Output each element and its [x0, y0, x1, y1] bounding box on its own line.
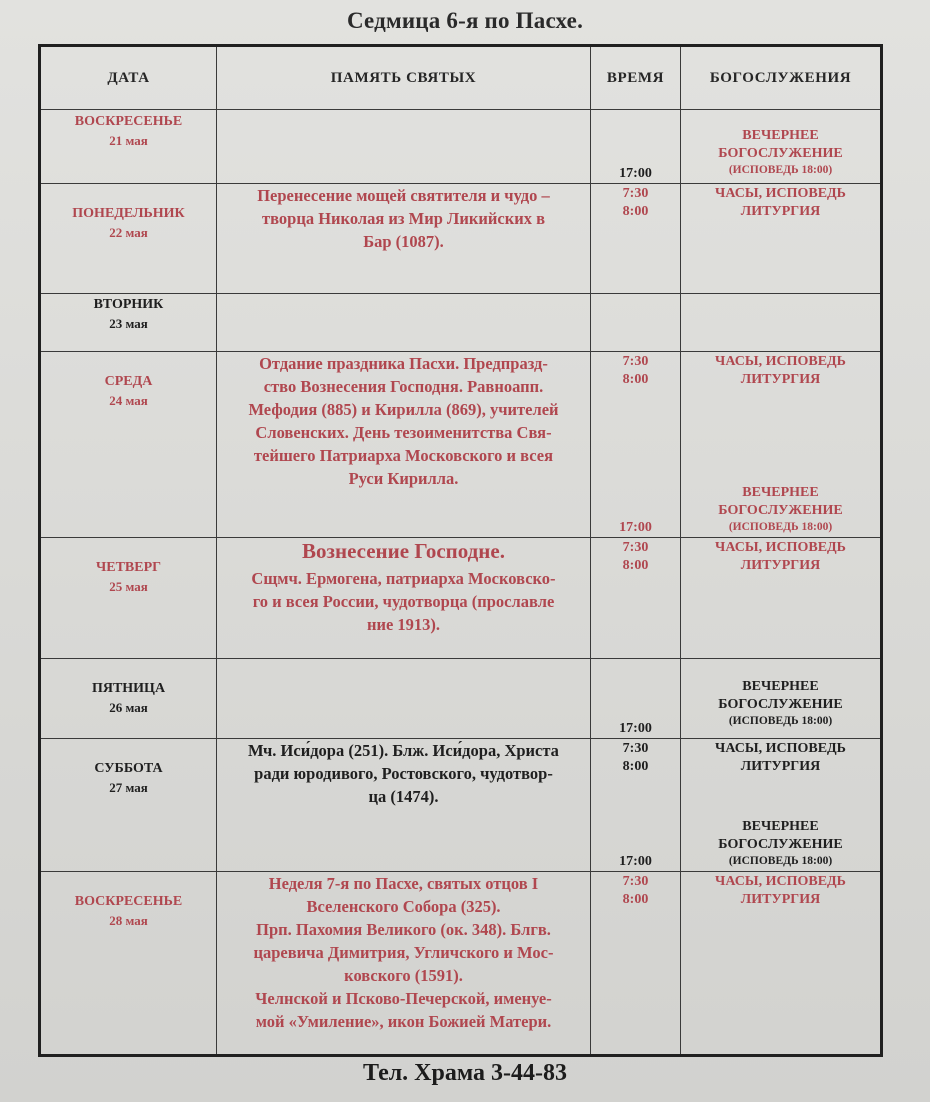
day-date: 24 мая — [109, 393, 148, 408]
service-cell — [681, 872, 882, 1056]
memory-cell — [217, 184, 591, 294]
header-time: ВРЕМЯ — [591, 46, 681, 110]
table-row — [40, 872, 882, 1056]
page-title: Седмица 6-я по Пасхе. — [346, 8, 584, 33]
service-cell — [681, 110, 882, 184]
header-service: БОГОСЛУЖЕНИЯ — [681, 46, 882, 110]
service-line: ВЕЧЕРНЕЕ — [742, 679, 819, 694]
table-row — [40, 352, 882, 538]
memory-line: го и всея России, чудотворца (прославле — [252, 592, 555, 611]
confession-note: (ИСПОВЕДЬ 18:00) — [728, 855, 833, 867]
memory-line: тейшего Патриарха Московского и всея — [253, 446, 554, 465]
day-name: СУББОТА — [94, 761, 163, 776]
memory-cell — [217, 538, 591, 659]
service-line: БОГОСЛУЖЕНИЕ — [718, 146, 843, 161]
memory-line: ца (1474). — [368, 787, 439, 806]
church-phone: Тел. Храма 3-44-83 — [362, 1060, 568, 1086]
feast-title: Вознесение Господне. — [302, 539, 505, 563]
day-name: ВОСКРЕСЕНЬЕ — [74, 894, 183, 909]
time-value: 7:30 — [622, 874, 649, 889]
day-name: СРЕДА — [104, 374, 153, 389]
memory-line: Челнской и Псково-Печерской, именуе- — [255, 989, 552, 1008]
time-value: 8:00 — [622, 892, 649, 907]
day-date: 25 мая — [109, 579, 148, 594]
service-line: ЛИТУРГИЯ — [740, 204, 821, 219]
schedule-table — [38, 44, 883, 1057]
time-value: 7:30 — [622, 540, 649, 555]
time-cell — [591, 184, 681, 294]
service-line: ВЕЧЕРНЕЕ — [742, 819, 819, 834]
memory-line: мой «Умиление», икон Божией Матери. — [255, 1012, 552, 1031]
memory-cell — [217, 110, 591, 184]
memory-line: Перенесение мощей святителя и чудо – — [257, 186, 550, 205]
service-line: ЧАСЫ, ИСПОВЕДЬ — [715, 741, 846, 756]
day-name: ПЯТНИЦА — [91, 681, 166, 696]
memory-line: Бар (1087). — [363, 232, 444, 251]
time-evening: 17:00 — [619, 721, 652, 736]
header-row — [40, 46, 882, 110]
memory-line: ство Вознесения Господня. Равноапп. — [263, 377, 544, 396]
memory-line: Сщмч. Ермогена, патриарха Московско- — [251, 569, 556, 588]
time-cell — [591, 294, 681, 352]
day-date: 22 мая — [109, 225, 148, 240]
time-value: 8:00 — [622, 372, 649, 387]
memory-cell — [217, 294, 591, 352]
confession-note: (ИСПОВЕДЬ 18:00) — [728, 164, 833, 176]
service-cell — [681, 294, 882, 352]
day-name: ЧЕТВЕРГ — [95, 560, 162, 575]
time-cell — [591, 110, 681, 184]
time-value: 8:00 — [622, 558, 649, 573]
time-value: 8:00 — [622, 759, 649, 774]
day-name: ВОСКРЕСЕНЬЕ — [74, 114, 183, 129]
service-cell — [681, 184, 882, 294]
memory-cell — [217, 352, 591, 538]
confession-note: (ИСПОВЕДЬ 18:00) — [728, 521, 833, 533]
table-row — [40, 110, 882, 184]
memory-cell — [217, 872, 591, 1056]
day-date: 28 мая — [109, 913, 148, 928]
date-cell — [40, 110, 217, 184]
service-cell — [681, 352, 882, 538]
time-cell — [591, 872, 681, 1056]
memory-line: Вселенского Собора (325). — [306, 897, 501, 916]
date-cell — [40, 659, 217, 739]
date-cell — [40, 294, 217, 352]
memory-line: ковского (1591). — [344, 966, 463, 985]
time-value: 7:30 — [622, 741, 649, 756]
header-memory: ПАМЯТЬ СВЯТЫХ — [217, 46, 591, 110]
service-cell — [681, 538, 882, 659]
date-cell — [40, 872, 217, 1056]
service-line: ЧАСЫ, ИСПОВЕДЬ — [715, 186, 846, 201]
time-value: 7:30 — [622, 354, 649, 369]
table-row — [40, 538, 882, 659]
service-line: БОГОСЛУЖЕНИЕ — [718, 697, 843, 712]
date-cell — [40, 739, 217, 872]
time-evening: 17:00 — [619, 854, 652, 869]
time-evening: 17:00 — [619, 520, 652, 535]
service-cell — [681, 659, 882, 739]
memory-line: царевича Димитрия, Угличского и Мос- — [253, 943, 554, 962]
time-cell — [591, 739, 681, 872]
memory-line: ние 1913). — [366, 615, 441, 634]
service-line: ЧАСЫ, ИСПОВЕДЬ — [715, 354, 846, 369]
memory-line: Мч. Иси́дора (251). Блж. Иси́дора, Христа — [248, 741, 559, 760]
memory-line: Прп. Пахомия Великого (ок. 348). Блгв. — [256, 920, 551, 939]
memory-cell — [217, 659, 591, 739]
day-name: ПОНЕДЕЛЬНИК — [72, 206, 185, 221]
date-cell — [40, 352, 217, 538]
table-row — [40, 184, 882, 294]
time-evening: 17:00 — [619, 166, 652, 181]
day-date: 23 мая — [109, 316, 148, 331]
service-line: ЛИТУРГИЯ — [740, 759, 821, 774]
service-line: ЛИТУРГИЯ — [740, 892, 821, 907]
time-cell — [591, 538, 681, 659]
service-line: ЧАСЫ, ИСПОВЕДЬ — [715, 874, 846, 889]
day-date: 26 мая — [109, 700, 148, 715]
memory-line: Мефодия (885) и Кирилла (869), учителей — [248, 400, 559, 419]
service-line: БОГОСЛУЖЕНИЕ — [718, 503, 843, 518]
service-line: ВЕЧЕРНЕЕ — [742, 128, 819, 143]
service-line: ВЕЧЕРНЕЕ — [742, 485, 819, 500]
memory-line: ради юродивого, Ростовского, чудотвор- — [254, 764, 553, 783]
date-cell — [40, 184, 217, 294]
time-value: 8:00 — [622, 204, 649, 219]
day-name: ВТОРНИК — [93, 297, 164, 312]
service-line: ЧАСЫ, ИСПОВЕДЬ — [715, 540, 846, 555]
service-line: ЛИТУРГИЯ — [740, 558, 821, 573]
table-row — [40, 739, 882, 872]
table-row — [40, 659, 882, 739]
memory-line: творца Николая из Мир Ликийских в — [261, 209, 546, 228]
day-date: 21 мая — [109, 133, 148, 148]
date-cell — [40, 538, 217, 659]
memory-line: Словенских. День тезоименитства Свя- — [255, 423, 552, 442]
memory-cell — [217, 739, 591, 872]
table-row — [40, 294, 882, 352]
header-date: ДАТА — [40, 46, 217, 110]
time-cell — [591, 352, 681, 538]
confession-note: (ИСПОВЕДЬ 18:00) — [728, 715, 833, 727]
day-date: 27 мая — [109, 780, 148, 795]
service-line: ЛИТУРГИЯ — [740, 372, 821, 387]
service-line: БОГОСЛУЖЕНИЕ — [718, 837, 843, 852]
service-cell — [681, 739, 882, 872]
memory-line: Отдание праздника Пасхи. Предпразд- — [259, 354, 548, 373]
memory-line: Неделя 7-я по Пасхе, святых отцов I — [268, 874, 539, 893]
time-cell — [591, 659, 681, 739]
memory-line: Руси Кирилла. — [348, 469, 459, 488]
time-value: 7:30 — [622, 186, 649, 201]
